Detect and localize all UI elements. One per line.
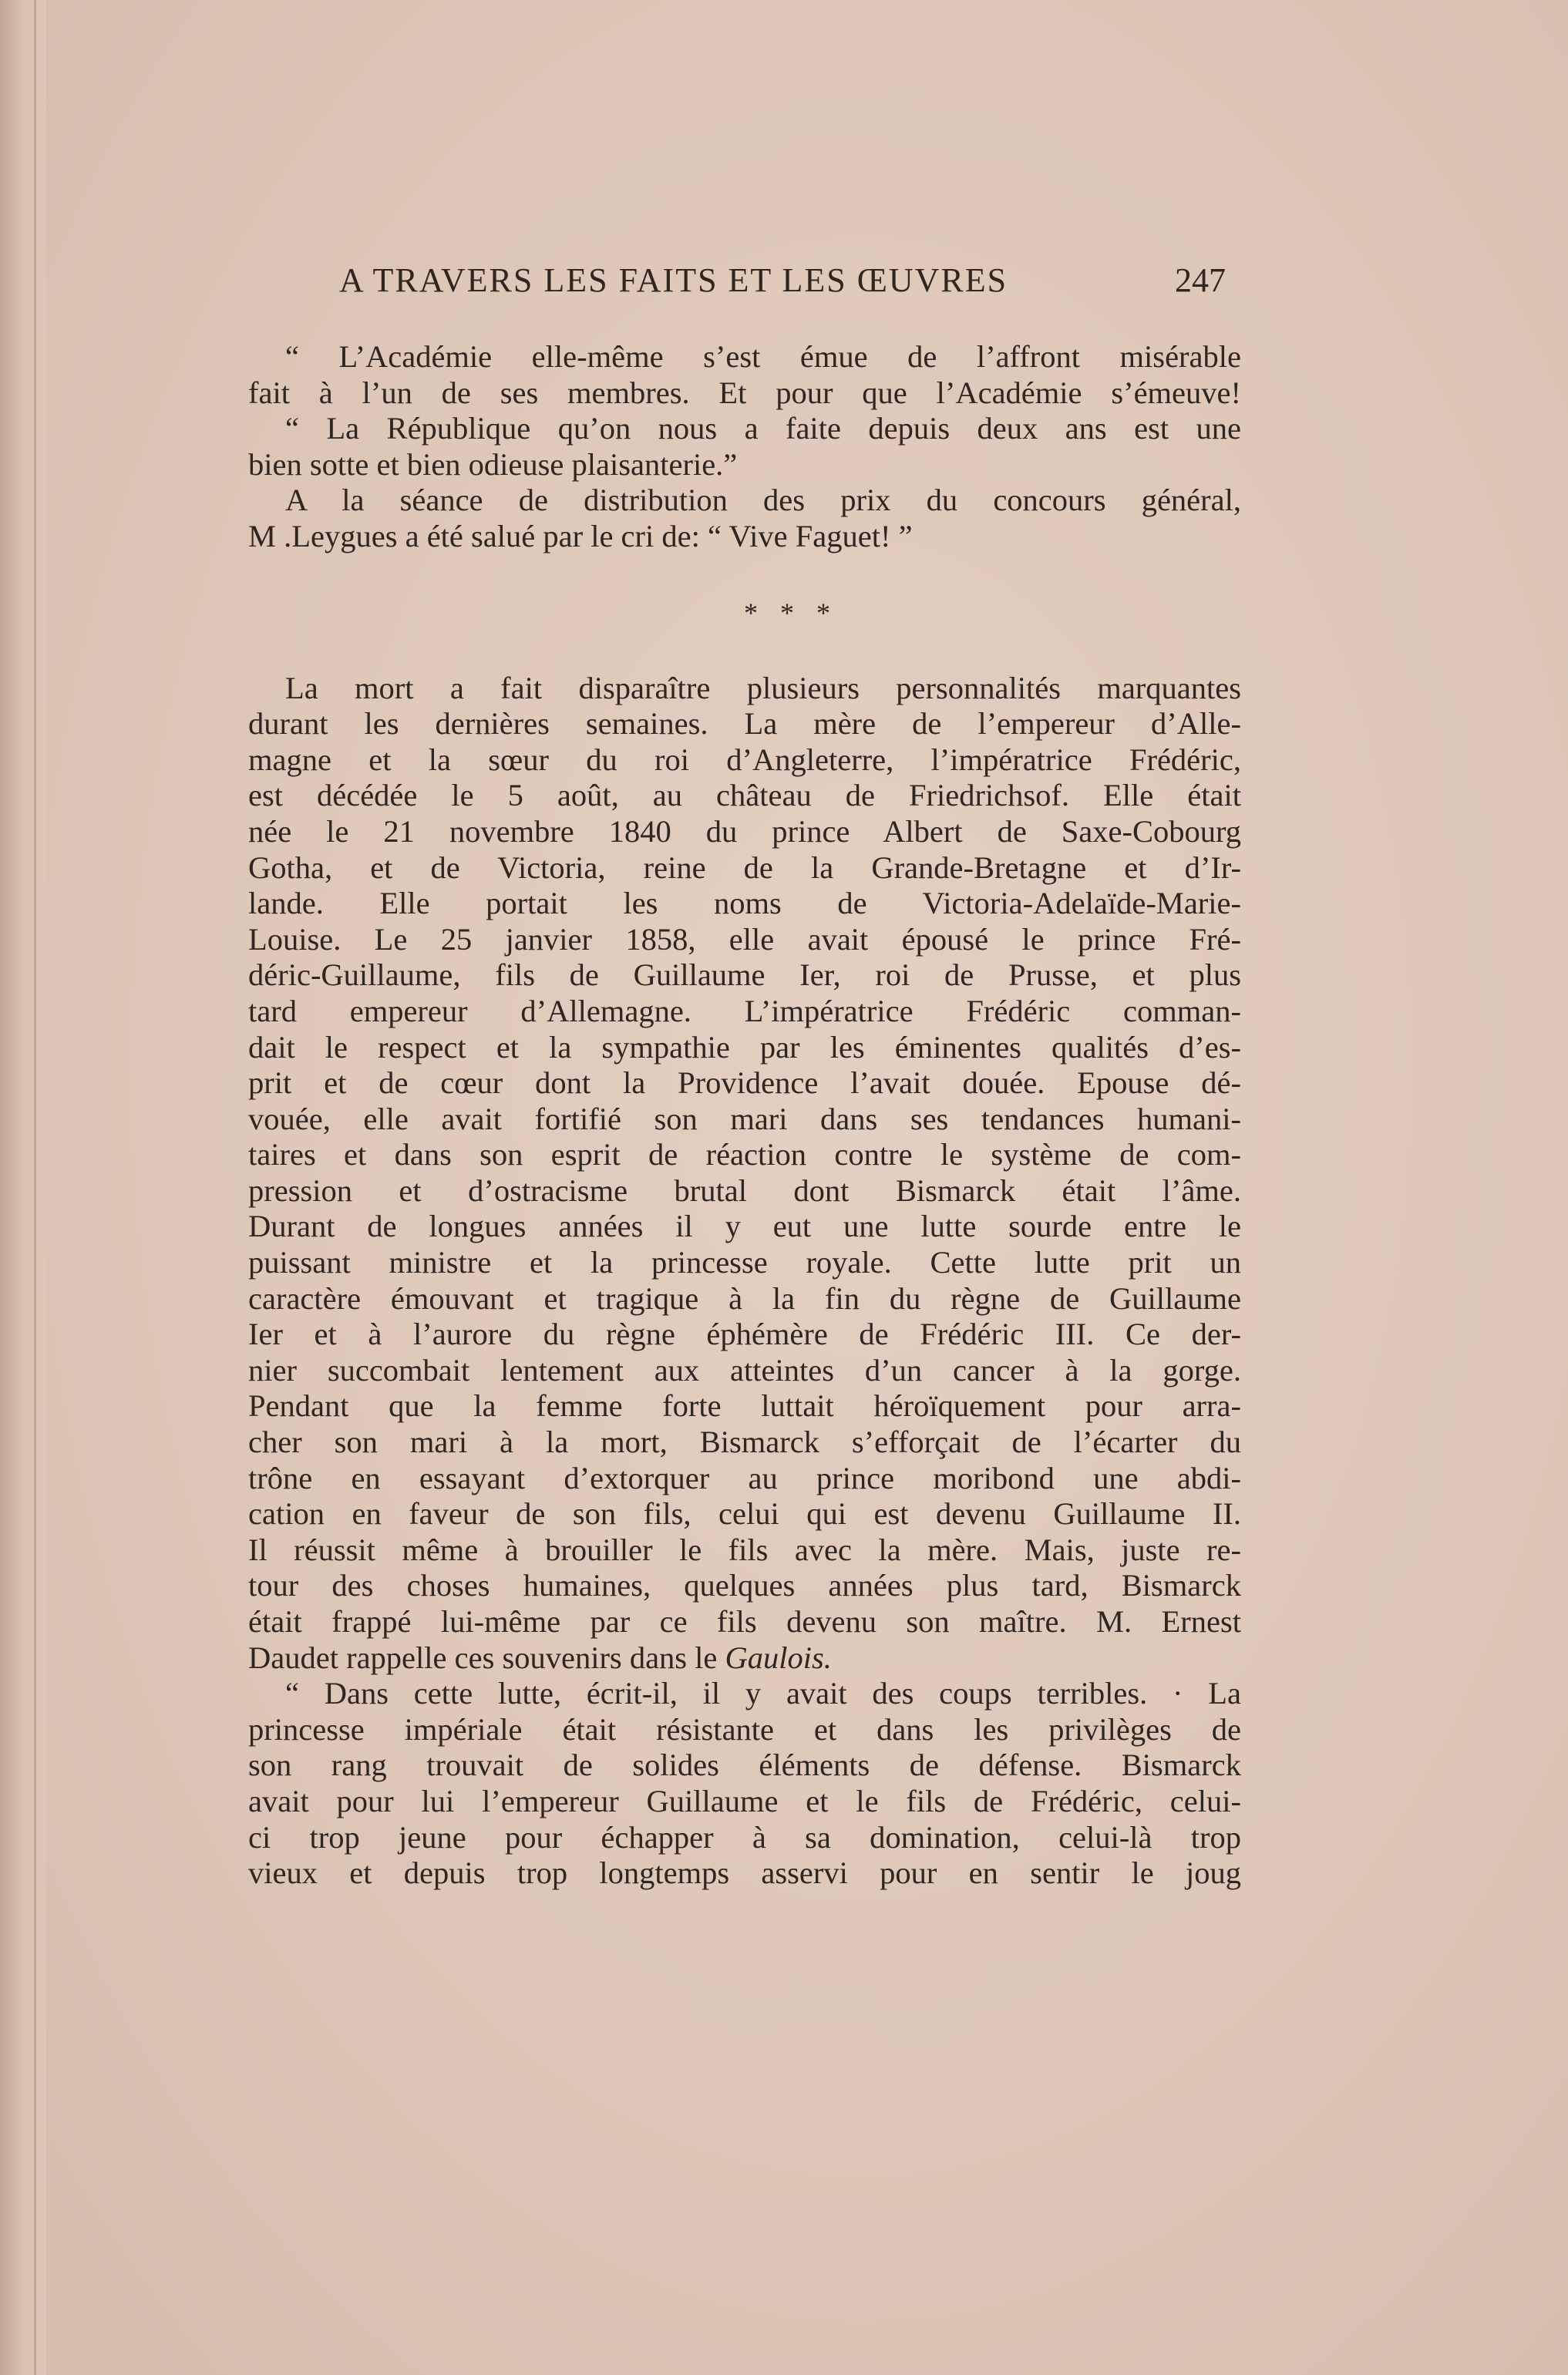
text-line: était frappé lui-même par ce fils devenu son maître. M. Ernest bbox=[248, 1604, 1241, 1639]
text-line: “ La République qu’on nous a faite depuis deux ans est une bbox=[285, 411, 1241, 446]
text-line: Il réussit même à brouiller le fils avec la mère. Mais, juste re- bbox=[248, 1532, 1241, 1567]
page-number: 247 bbox=[1175, 261, 1226, 299]
text-line: vieux et depuis trop longtemps asservi pour en sentir le joug bbox=[248, 1855, 1241, 1891]
text-line: prit et de cœur dont la Providence l’avait douée. Epouse dé- bbox=[248, 1065, 1241, 1101]
text-line: M .Leygues a été salué par le cri de: “ Vive Faguet! ” bbox=[248, 518, 913, 553]
text-line: tard empereur d’Allemagne. L’impératrice Frédéric comman- bbox=[248, 993, 1241, 1028]
text-line: bien sotte et bien odieuse plaisanterie.” bbox=[248, 446, 738, 482]
text-line: cation en faveur de son fils, celui qui est devenu Guillaume II. bbox=[248, 1496, 1241, 1532]
text-line: tour des choses humaines, quelques années plus tard, Bismarck bbox=[248, 1568, 1241, 1603]
text-line: Gotha, et de Victoria, reine de la Grande-Bretagne et d’Ir- bbox=[248, 849, 1241, 885]
text-line: A la séance de distribution des prix du concours général, bbox=[285, 483, 1241, 518]
paragraph-daudet-quote bbox=[248, 1676, 1241, 1892]
paragraph-academie bbox=[248, 339, 1241, 555]
text-line: nier succombait lentement aux atteintes d’un cancer à la gorge. bbox=[248, 1352, 1241, 1388]
text-line: née le 21 novembre 1840 du prince Albert de Saxe-Cobourg bbox=[248, 813, 1241, 849]
text-line: son rang trouvait de solides éléments de défense. Bismarck bbox=[248, 1748, 1241, 1783]
text-line: Pendant que la femme forte luttait héroïquement pour arra- bbox=[248, 1388, 1241, 1424]
text-line: Ier et à l’aurore du règne éphémère de Frédéric III. Ce der- bbox=[248, 1317, 1241, 1352]
running-title: A TRAVERS LES FAITS ET LES ŒUVRES bbox=[339, 261, 1008, 299]
text-line: caractère émouvant et tragique à la fin du règne de Guillaume bbox=[248, 1280, 1241, 1316]
text-line: ci trop jeune pour échapper à sa domination, celui-là trop bbox=[248, 1819, 1241, 1855]
text-line: “ L’Académie elle-même s’est émue de l’affront misérable bbox=[285, 339, 1241, 374]
text-line: pression et d’ostracisme brutal dont Bismarck était l’âme. bbox=[248, 1172, 1241, 1208]
text-span: Daudet rappelle ces souvenirs dans le bbox=[248, 1640, 725, 1675]
text-line: est décédée le 5 août, au château de Friedrichsof. Elle était bbox=[248, 778, 1241, 813]
text-line: “ Dans cette lutte, écrit-il, il y avait des coups terribles. · La bbox=[285, 1676, 1241, 1711]
text-line: lande. Elle portait les noms de Victoria-Adelaïde-Marie- bbox=[248, 886, 1241, 921]
paragraph-imperatrice bbox=[248, 671, 1241, 1677]
text-line: durant les dernières semaines. La mère de l’empereur d’Alle- bbox=[248, 706, 1241, 742]
text-line: cher son mari à la mort, Bismarck s’efforçait de l’écarter du bbox=[248, 1425, 1241, 1460]
section-asterism: * * * bbox=[744, 597, 838, 628]
gaulois-italic: Gaulois. bbox=[725, 1640, 832, 1675]
text-line: vouée, elle avait fortifié son mari dans ses tendances humani- bbox=[248, 1101, 1241, 1136]
text-line: Durant de longues années il y eut une lutte sourde entre le bbox=[248, 1209, 1241, 1244]
text-line: La mort a fait disparaître plusieurs personnalités marquantes bbox=[285, 670, 1241, 705]
text-line: dait le respect et la sympathie par les éminentes qualités d’es- bbox=[248, 1029, 1241, 1065]
text-line: avait pour lui l’empereur Guillaume et le fils de Frédéric, celui- bbox=[248, 1783, 1241, 1818]
running-header bbox=[339, 261, 1226, 307]
body-text bbox=[248, 339, 1241, 1892]
text-line: trône en essayant d’extorquer au prince moribond une abdi- bbox=[248, 1460, 1241, 1495]
text-line: Louise. Le 25 janvier 1858, elle avait épousé le prince Fré- bbox=[248, 921, 1241, 957]
text-line: princesse impériale était résistante et dans les privilèges de bbox=[248, 1711, 1241, 1747]
text-line: déric-Guillaume, fils de Guillaume Ier, roi de Prusse, et plus bbox=[248, 957, 1241, 993]
page-binding-shadow bbox=[0, 0, 46, 2375]
text-line-final bbox=[248, 1640, 1241, 1677]
text-line: puissant ministre et la princesse royale. Cette lutte prit un bbox=[248, 1245, 1241, 1280]
text-line: magne et la sœur du roi d’Angleterre, l’impératrice Frédéric, bbox=[248, 742, 1241, 777]
text-line: taires et dans son esprit de réaction contre le système de com- bbox=[248, 1137, 1241, 1172]
text-line: fait à l’un de ses membres. Et pour que l’Académie s’émeuve! bbox=[248, 375, 1241, 410]
binding-edge bbox=[34, 0, 36, 2375]
